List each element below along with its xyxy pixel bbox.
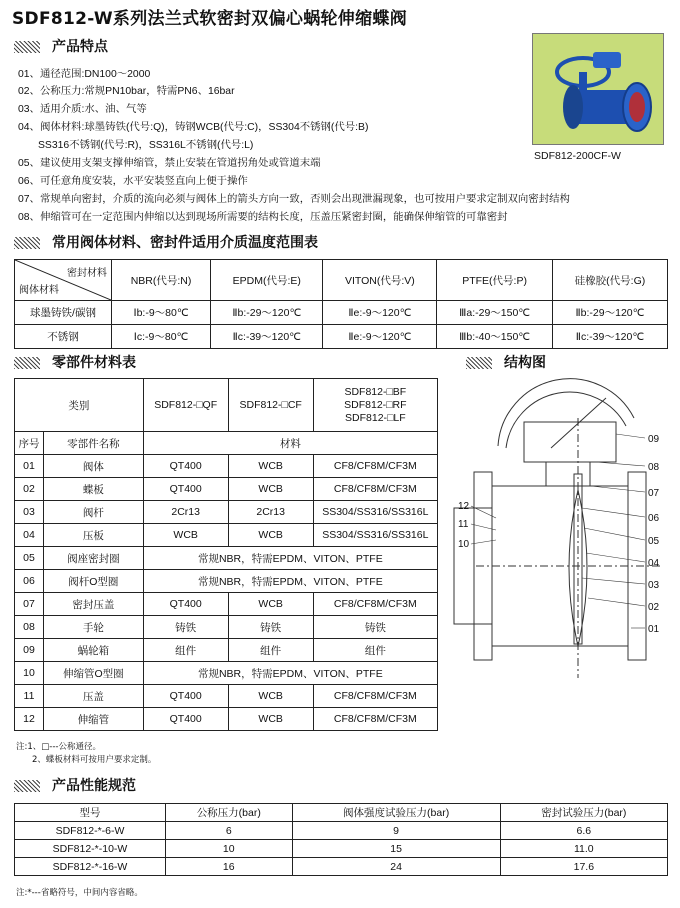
table-row <box>15 593 438 616</box>
column-header: PTFE(代号:P) <box>437 260 553 301</box>
cell-no: 05 <box>15 547 44 570</box>
part-label: 09 <box>648 434 660 445</box>
cell-name: 密封压盖 <box>44 593 144 616</box>
worm-gearbox <box>524 422 616 462</box>
cell-q: QT400 <box>143 593 228 616</box>
cell-name: 伸缩管 <box>44 708 144 731</box>
cell: 16 <box>166 858 293 876</box>
col-no: 序号 <box>15 432 44 455</box>
cell-name: 阀杆 <box>44 501 144 524</box>
cell: Ⅰc:-9～80℃ <box>112 325 211 349</box>
cell-q: QT400 <box>143 478 228 501</box>
cell-c: WCB <box>228 708 313 731</box>
cell: Ⅱc:-39～120℃ <box>552 325 667 349</box>
cell-name: 蜗轮箱 <box>44 639 144 662</box>
cell: Ⅱe:-9～120℃ <box>323 301 437 325</box>
table-row <box>15 639 438 662</box>
cell-q: 2Cr13 <box>143 501 228 524</box>
cell-no: 09 <box>15 639 44 662</box>
cell-no: 11 <box>15 685 44 708</box>
parts-heading: 零部件材料表 <box>14 352 136 372</box>
features-heading: 产品特点 <box>14 36 108 56</box>
type-stainless: SDF812-□BF SDF812-□RF SDF812-□LF <box>313 379 437 432</box>
cell-s: CF8/CF8M/CF3M <box>313 685 437 708</box>
temp-table <box>14 259 668 349</box>
cell-no: 12 <box>15 708 44 731</box>
cell-name: 蝶板 <box>44 478 144 501</box>
feature-line: 06、可任意角度安装，水平安装竖直向上便于操作 <box>18 176 248 187</box>
cell-q: QT400 <box>143 455 228 478</box>
type-c: SDF812-□CF <box>228 379 313 432</box>
heading-marker <box>14 780 40 792</box>
cell: SDF812-*-16-W <box>15 858 166 876</box>
type-q: SDF812-□QF <box>143 379 228 432</box>
perf-note: 注:*---省略符号，中间内容省略。 <box>16 888 143 898</box>
row-label: 球墨铸铁/碳钢 <box>15 301 112 325</box>
cell-q: WCB <box>143 524 228 547</box>
page-title: SDF812-W系列法兰式软密封双偏心蜗轮伸缩蝶阀 <box>12 9 407 29</box>
heading-marker <box>14 41 40 53</box>
cell: Ⅱb:-29～120℃ <box>211 301 323 325</box>
feature-line: 05、建议使用支架支撑伸缩管，禁止安装在管道拐角处或管道末端 <box>18 158 321 169</box>
column-header: VITON(代号:V) <box>323 260 437 301</box>
photo-caption: SDF812-200CF-W <box>534 150 621 162</box>
cell-c: WCB <box>228 524 313 547</box>
cell-span: 常规NBR，特需EPDM、VITON、PTFE <box>143 570 437 593</box>
table-row <box>15 478 438 501</box>
structure-heading: 结构图 <box>466 352 546 372</box>
col-material: 材料 <box>143 432 437 455</box>
feature-line: 04、阀体材料:球墨铸铁(代号:Q)，铸钢WCB(代号:C)，SS304不锈钢(代号:B) <box>18 122 369 133</box>
heading-marker <box>14 237 40 249</box>
cell-no: 01 <box>15 455 44 478</box>
cell-s: CF8/CF8M/CF3M <box>313 455 437 478</box>
table-row <box>15 840 668 858</box>
cell: 6.6 <box>500 822 667 840</box>
column-header: 阀体强度试验压力(bar) <box>292 804 500 822</box>
cell-name: 压板 <box>44 524 144 547</box>
table-row <box>15 455 438 478</box>
cell-no: 04 <box>15 524 44 547</box>
heading-marker <box>466 357 492 369</box>
cell-s: CF8/CF8M/CF3M <box>313 708 437 731</box>
cell-q: 组件 <box>143 639 228 662</box>
cell: Ⅱb:-29～120℃ <box>552 301 667 325</box>
cell: 11.0 <box>500 840 667 858</box>
cell: 9 <box>292 822 500 840</box>
cell: 10 <box>166 840 293 858</box>
col-name: 零部件名称 <box>44 432 144 455</box>
table-row <box>15 822 668 840</box>
cell-no: 06 <box>15 570 44 593</box>
cell-no: 10 <box>15 662 44 685</box>
feature-line: 01、通径范围:DN100～2000 <box>18 69 151 80</box>
cell-name: 阀杆O型圈 <box>44 570 144 593</box>
table-row <box>15 858 668 876</box>
cell: Ⅲa:-29～150℃ <box>437 301 553 325</box>
temp-heading: 常用阀体材料、密封件适用介质温度范围表 <box>14 232 318 252</box>
cell-q: QT400 <box>143 708 228 731</box>
table-row <box>15 501 438 524</box>
cell-s: 组件 <box>313 639 437 662</box>
cell-name: 伸缩管O型圈 <box>44 662 144 685</box>
cell-s: SS304/SS316/SS316L <box>313 501 437 524</box>
column-header: 型号 <box>15 804 166 822</box>
table-row <box>15 524 438 547</box>
table-row <box>15 570 438 593</box>
cell-c: 2Cr13 <box>228 501 313 524</box>
cell-s: CF8/CF8M/CF3M <box>313 478 437 501</box>
cell-name: 手轮 <box>44 616 144 639</box>
part-label: 12 <box>458 501 470 512</box>
table-row <box>15 325 668 349</box>
column-header: NBR(代号:N) <box>112 260 211 301</box>
feature-line: 08、伸缩管可在一定范围内伸缩以达到现场所需要的结构长度，压盖压紧密封圈，能确保伸缩管的可靠密封 <box>18 212 508 223</box>
cell-name: 压盖 <box>44 685 144 708</box>
cell-no: 02 <box>15 478 44 501</box>
table-row <box>15 708 438 731</box>
cell-name: 阀体 <box>44 455 144 478</box>
part-label: 03 <box>648 580 660 591</box>
cell-no: 07 <box>15 593 44 616</box>
column-header: EPDM(代号:E) <box>211 260 323 301</box>
cell-q: QT400 <box>143 685 228 708</box>
cell-c: WCB <box>228 478 313 501</box>
cell: SDF812-*-6-W <box>15 822 166 840</box>
cell-c: WCB <box>228 685 313 708</box>
parts-body <box>15 455 438 731</box>
cell: 15 <box>292 840 500 858</box>
cell: SDF812-*-10-W <box>15 840 166 858</box>
cell-span: 常规NBR，特需EPDM、VITON、PTFE <box>143 547 437 570</box>
cell: 17.6 <box>500 858 667 876</box>
cell: Ⅱe:-9～120℃ <box>323 325 437 349</box>
column-header: 公称压力(bar) <box>166 804 293 822</box>
row-label: 不锈钢 <box>15 325 112 349</box>
part-label: 05 <box>648 536 660 547</box>
table-row <box>15 616 438 639</box>
table-row <box>15 301 668 325</box>
table-row <box>15 685 438 708</box>
gear-neck <box>546 462 590 486</box>
perf-heading: 产品性能规范 <box>14 775 136 795</box>
cell-span: 常规NBR，特需EPDM、VITON、PTFE <box>143 662 437 685</box>
feature-line: 02、公称压力:常规PN10bar，特需PN6、16bar <box>18 86 235 97</box>
feature-line: 03、适用介质:水、油、气等 <box>18 104 147 115</box>
feature-line: 07、常规单向密封，介质的流向必须与阀体上的箭头方向一致，否则会出现泄漏现象，也可按用户要求定制双向密封结构 <box>18 194 570 205</box>
cell-c: 组件 <box>228 639 313 662</box>
cell-q: 铸铁 <box>143 616 228 639</box>
cell: 24 <box>292 858 500 876</box>
heading-marker <box>14 357 40 369</box>
handwheel-outline <box>498 379 634 446</box>
product-photo <box>532 33 664 145</box>
cell-c: WCB <box>228 455 313 478</box>
cell: Ⅱc:-39～120℃ <box>211 325 323 349</box>
table-row <box>15 547 438 570</box>
column-header: 硅橡胶(代号:G) <box>552 260 667 301</box>
cell: 6 <box>166 822 293 840</box>
type-label: 类别 <box>15 379 144 432</box>
cell-no: 08 <box>15 616 44 639</box>
cell-s: CF8/CF8M/CF3M <box>313 593 437 616</box>
perf-table <box>14 803 668 876</box>
part-label: 11 <box>458 519 469 530</box>
part-label: 07 <box>648 488 660 499</box>
parts-note: 2、蝶板材料可按用户要求定制。 <box>32 755 157 765</box>
cell: Ⅲb:-40～150℃ <box>437 325 553 349</box>
parts-table <box>14 378 438 731</box>
parts-note: 注:1、□---公称通径。 <box>16 742 102 752</box>
cell: Ⅰb:-9～80℃ <box>112 301 211 325</box>
part-label: 04 <box>648 558 660 569</box>
cell-no: 03 <box>15 501 44 524</box>
table-row <box>15 662 438 685</box>
part-label: 08 <box>648 462 660 473</box>
part-label: 10 <box>458 539 470 550</box>
valve-illustration <box>533 34 663 144</box>
structure-diagram <box>446 378 668 690</box>
cell-name: 阀座密封圈 <box>44 547 144 570</box>
cell-s: SS304/SS316/SS316L <box>313 524 437 547</box>
cell-s: 铸铁 <box>313 616 437 639</box>
cell-c: 铸铁 <box>228 616 313 639</box>
part-label: 02 <box>648 602 660 613</box>
part-label: 06 <box>648 513 660 524</box>
cell-c: WCB <box>228 593 313 616</box>
part-label: 01 <box>648 624 660 635</box>
feature-line: SS316不锈钢(代号:R)，SS316L不锈钢(代号:L) <box>38 140 254 151</box>
column-header: 密封试验压力(bar) <box>500 804 667 822</box>
corner-cell: 密封材料 阀体材料 <box>15 260 112 301</box>
